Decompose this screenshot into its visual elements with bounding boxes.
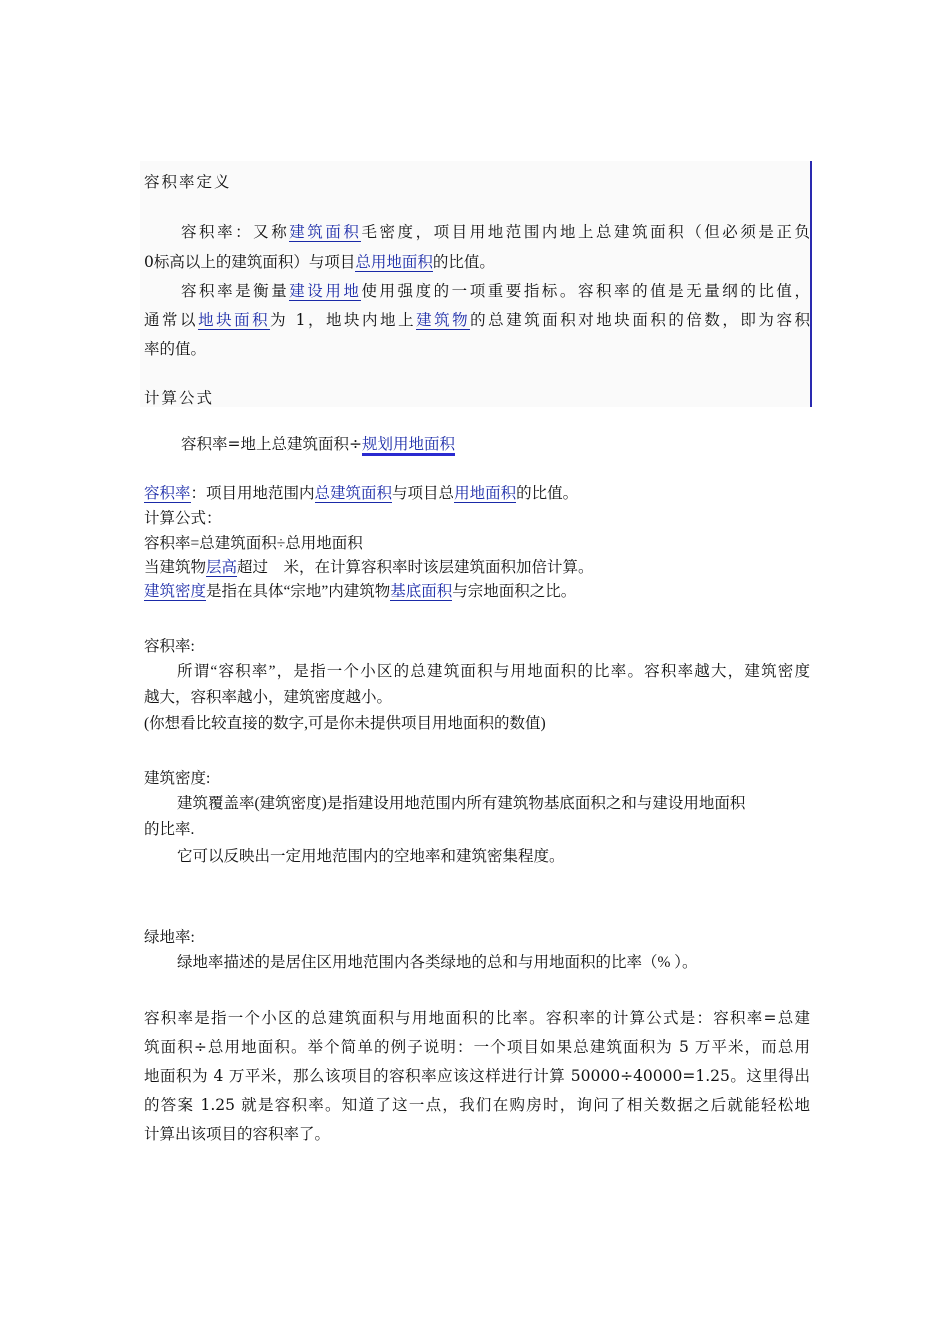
density-para2: 它可以反映出一定用地范围内的空地率和建筑密集程度。 [177,848,565,865]
link-base-area[interactable]: 基底面积 [390,583,453,600]
block2-line5: 建筑密度是指在具体“宗地”内建筑物基底面积与宗地面积之比。 [144,583,577,600]
far-para-line2: 越大，容积率越小，建筑密度越小。 [144,689,393,706]
formula-line: 容积率=地上总建筑面积÷规划用地面积 [144,434,810,454]
link-floor-height[interactable]: 层高 [206,559,238,576]
density-para-line1: 建筑覆盖率(建筑密度)是指建设用地范围内所有建筑物基底面积之和与建设用地面积 [177,795,746,812]
link-construction-land[interactable]: 建设用地 [289,282,362,300]
link-total-building-area[interactable]: 总建筑面积 [314,485,393,502]
link-building[interactable]: 建筑物 [416,311,471,329]
link-floor-area-ratio[interactable]: 容积率 [144,485,191,502]
density-para-line2: 的比率. [144,821,195,838]
final-para-line2: 筑面积÷总用地面积。举个简单的例子说明：一个项目如果总建筑面积为 5 万平米，而总用 [144,1038,810,1056]
far-para-line1: 所谓“容积率”，是指一个小区的总建筑面积与用地面积的比率。容积率越大，建筑密度 [177,663,810,680]
indicator-para-line1: 容积率是衡量建设用地使用强度的一项重要指标。容积率的值是无量纲的比值， [181,282,810,300]
indicator-para-line3: 率的值。 [144,340,207,358]
green-title: 绿地率: [144,929,195,946]
link-building-area[interactable]: 建筑面积 [289,223,362,241]
definition-para-line2: 0标高以上的建筑面积）与项目总用地面积的比值。 [144,253,495,271]
density-title: 建筑密度: [144,770,211,787]
final-para-line5: 计算出该项目的容积率了。 [144,1125,331,1143]
link-total-land-area[interactable]: 总用地面积 [355,253,433,271]
definition-para-line1: 容积率：又称建筑面积毛密度，项目用地范围内地上总建筑面积（但必须是正负 [181,223,810,241]
heading-formula: 计算公式 [144,389,215,407]
final-para-line3: 地面积为 4 万平米，那么该项目的容积率应该这样进行计算 50000÷40000=1.25。这里得出 [144,1067,810,1085]
block2-line1: 容积率：项目用地范围内总建筑面积与项目总用地面积的比值。 [144,485,579,502]
indicator-para-line2: 通常以地块面积为 1，地块内地上建筑物的总建筑面积对地块面积的倍数，即为容积 [144,311,810,329]
block2-line2: 计算公式： [144,510,222,527]
block2-line3: 容积率=总建筑面积÷总用地面积 [144,535,363,552]
link-planned-land-area[interactable]: 规划用地面积 [362,435,455,456]
block2-line4: 当建筑物层高超过 米，在计算容积率时该层建筑面积加倍计算。 [144,559,594,576]
link-building-density[interactable]: 建筑密度 [144,583,207,600]
final-para-line1: 容积率是指一个小区的总建筑面积与用地面积的比率。容积率的计算公式是：容积率=总建 [144,1009,810,1027]
far-note: (你想看比较直接的数字,可是你未提供项目用地面积的数值) [144,715,546,732]
link-land-area[interactable]: 用地面积 [454,485,517,502]
final-para-line4: 的答案 1.25 就是容积率。知道了这一点，我们在购房时，询问了相关数据之后就能轻松地 [144,1096,810,1114]
heading-definition: 容积率定义 [144,173,232,191]
link-plot-area[interactable]: 地块面积 [198,311,271,329]
far-title: 容积率: [144,638,195,655]
green-para: 绿地率描述的是居住区用地范围内各类绿地的总和与用地面积的比率（% ）。 [177,954,698,971]
